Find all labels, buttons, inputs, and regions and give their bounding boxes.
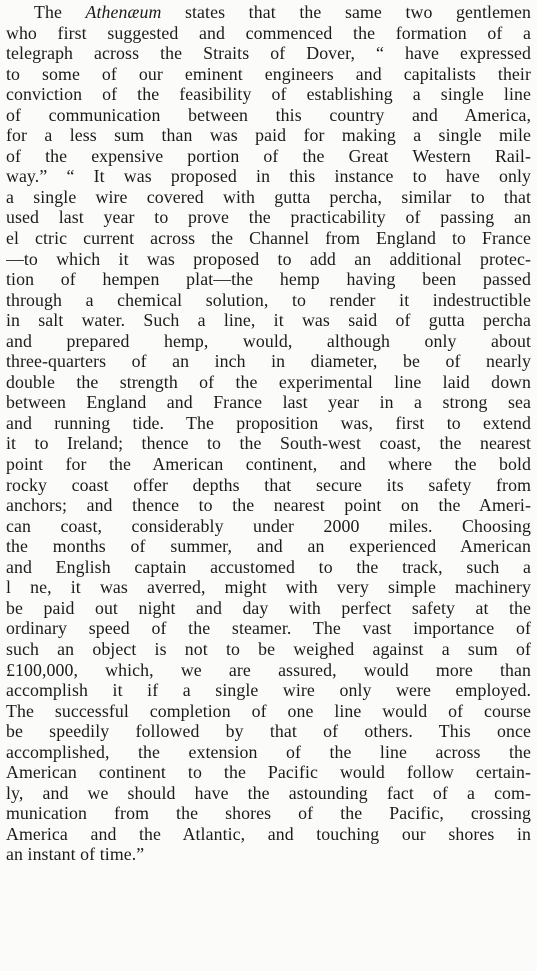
text-line [6, 454, 531, 475]
text-run: three-quarters of an inch in diameter, be of nearly [6, 351, 531, 372]
text-run: it to Ireland; thence to the South-west coast, the nearest [6, 433, 531, 454]
text-run: a single wire covered with gutta percha, similar to that [6, 186, 531, 207]
text-run: munication from the shores of the Pacific, crossing [6, 803, 531, 824]
text-line [6, 557, 531, 578]
text-line [6, 783, 531, 804]
text-run: America and the Atlantic, and touching our shores in [6, 823, 531, 844]
text-line [6, 269, 531, 290]
text-run: can coast, considerably under 2000 miles. Choosing [6, 515, 531, 536]
text-run: The successful completion of one line would of course [6, 700, 531, 721]
text-run: double the strength of the experimental line laid down [6, 371, 531, 392]
text-line [6, 146, 531, 167]
text-run: The [34, 2, 86, 22]
text-run: in salt water. Such a line, it was said of gutta percha [6, 310, 531, 331]
text-run: conviction of the feasibility of establishing a single line [6, 84, 531, 105]
text-run: and English captain accustomed to the track, such a [6, 556, 531, 577]
text-line [6, 742, 531, 763]
text-line [6, 290, 531, 311]
text-run: to some of our eminent engineers and capitalists their [6, 63, 531, 84]
text-line [6, 660, 531, 681]
text-line [6, 105, 531, 126]
text-run: such an object is not to be weighed against a sum of [6, 638, 531, 659]
text-line [6, 598, 531, 619]
text-run: anchors; and thence to the nearest point on the Ameri- [6, 495, 531, 516]
text-run: —to which it was proposed to add an additional protec- [6, 248, 531, 269]
text-run: used last year to prove the practicability of passing an [6, 207, 531, 228]
text-run: be speedily followed by that of others. This once [6, 721, 531, 742]
text-run: through a chemical solution, to render it indestructible [6, 289, 531, 310]
text-line [6, 228, 531, 249]
text-line [6, 64, 531, 85]
text-line [6, 516, 531, 537]
text-run: of the expensive portion of the Great Western Rail- [6, 145, 531, 166]
text-line [6, 2, 531, 23]
text-run: accomplished, the extension of the line across the [6, 741, 531, 762]
text-run: and prepared hemp, would, although only about [6, 330, 531, 351]
text-line [6, 413, 531, 434]
text-line [6, 331, 531, 352]
text-run: be paid out night and day with perfect safety at the [6, 597, 531, 618]
text-line [6, 721, 531, 742]
text-line [6, 43, 531, 64]
text-line [6, 680, 531, 701]
text-line [6, 495, 531, 516]
text-line [6, 762, 531, 783]
text-line [6, 310, 531, 331]
text-line [6, 372, 531, 393]
text-run: for a less sum than was paid for making a single mile [6, 125, 531, 146]
text-line [6, 824, 531, 845]
text-line [6, 23, 531, 44]
text-run: point for the American continent, and where the bold [6, 454, 531, 475]
text-line [6, 618, 531, 639]
text-line [6, 844, 531, 865]
italic-text: Athenæum [85, 2, 162, 22]
text-line [6, 433, 531, 454]
text-run: ordinary speed of the steamer. The vast importance of [6, 618, 531, 639]
text-line [6, 166, 531, 187]
text-line [6, 84, 531, 105]
text-line [6, 536, 531, 557]
text-run: way.” “ It was proposed in this instance to have only [6, 166, 531, 187]
text-run: telegraph across the Straits of Dover, “ have expressed [6, 43, 531, 64]
text-run: tion of hempen plat—the hemp having been passed [6, 269, 531, 290]
text-line [6, 803, 531, 824]
text-run: £100,000, which, we are assured, would more than [6, 659, 531, 680]
text-run: states that the same two gentlemen [161, 2, 531, 22]
text-line [6, 392, 531, 413]
text-run: and running tide. The proposition was, first to extend [6, 412, 531, 433]
text-run: ly, and we should have the astounding fact of a com- [6, 782, 531, 803]
text-line [6, 475, 531, 496]
text-run: American continent to the Pacific would follow certain- [6, 762, 531, 783]
text-line [6, 577, 531, 598]
text-line [6, 249, 531, 270]
text-line [6, 207, 531, 228]
text-line [6, 701, 531, 722]
text-run: the months of summer, and an experienced American [6, 536, 531, 557]
text-line [6, 351, 531, 372]
text-run: between England and France last year in a strong sea [6, 392, 531, 413]
text-run: accomplish it if a single wire only were employed. [6, 680, 531, 701]
text-run: rocky coast offer depths that secure its safety from [6, 474, 531, 495]
text-line [6, 125, 531, 146]
text-run: l ne, it was averred, might with very simple machinery [6, 577, 531, 598]
text-run: of communication between this country and America, [6, 104, 531, 125]
text-run: el ctric current across the Channel from England to France [6, 228, 531, 249]
text-run: who first suggested and commenced the formation of a [6, 22, 531, 43]
text-line [6, 639, 531, 660]
text-line [6, 187, 531, 208]
text-run: an instant of time.” [6, 844, 145, 865]
